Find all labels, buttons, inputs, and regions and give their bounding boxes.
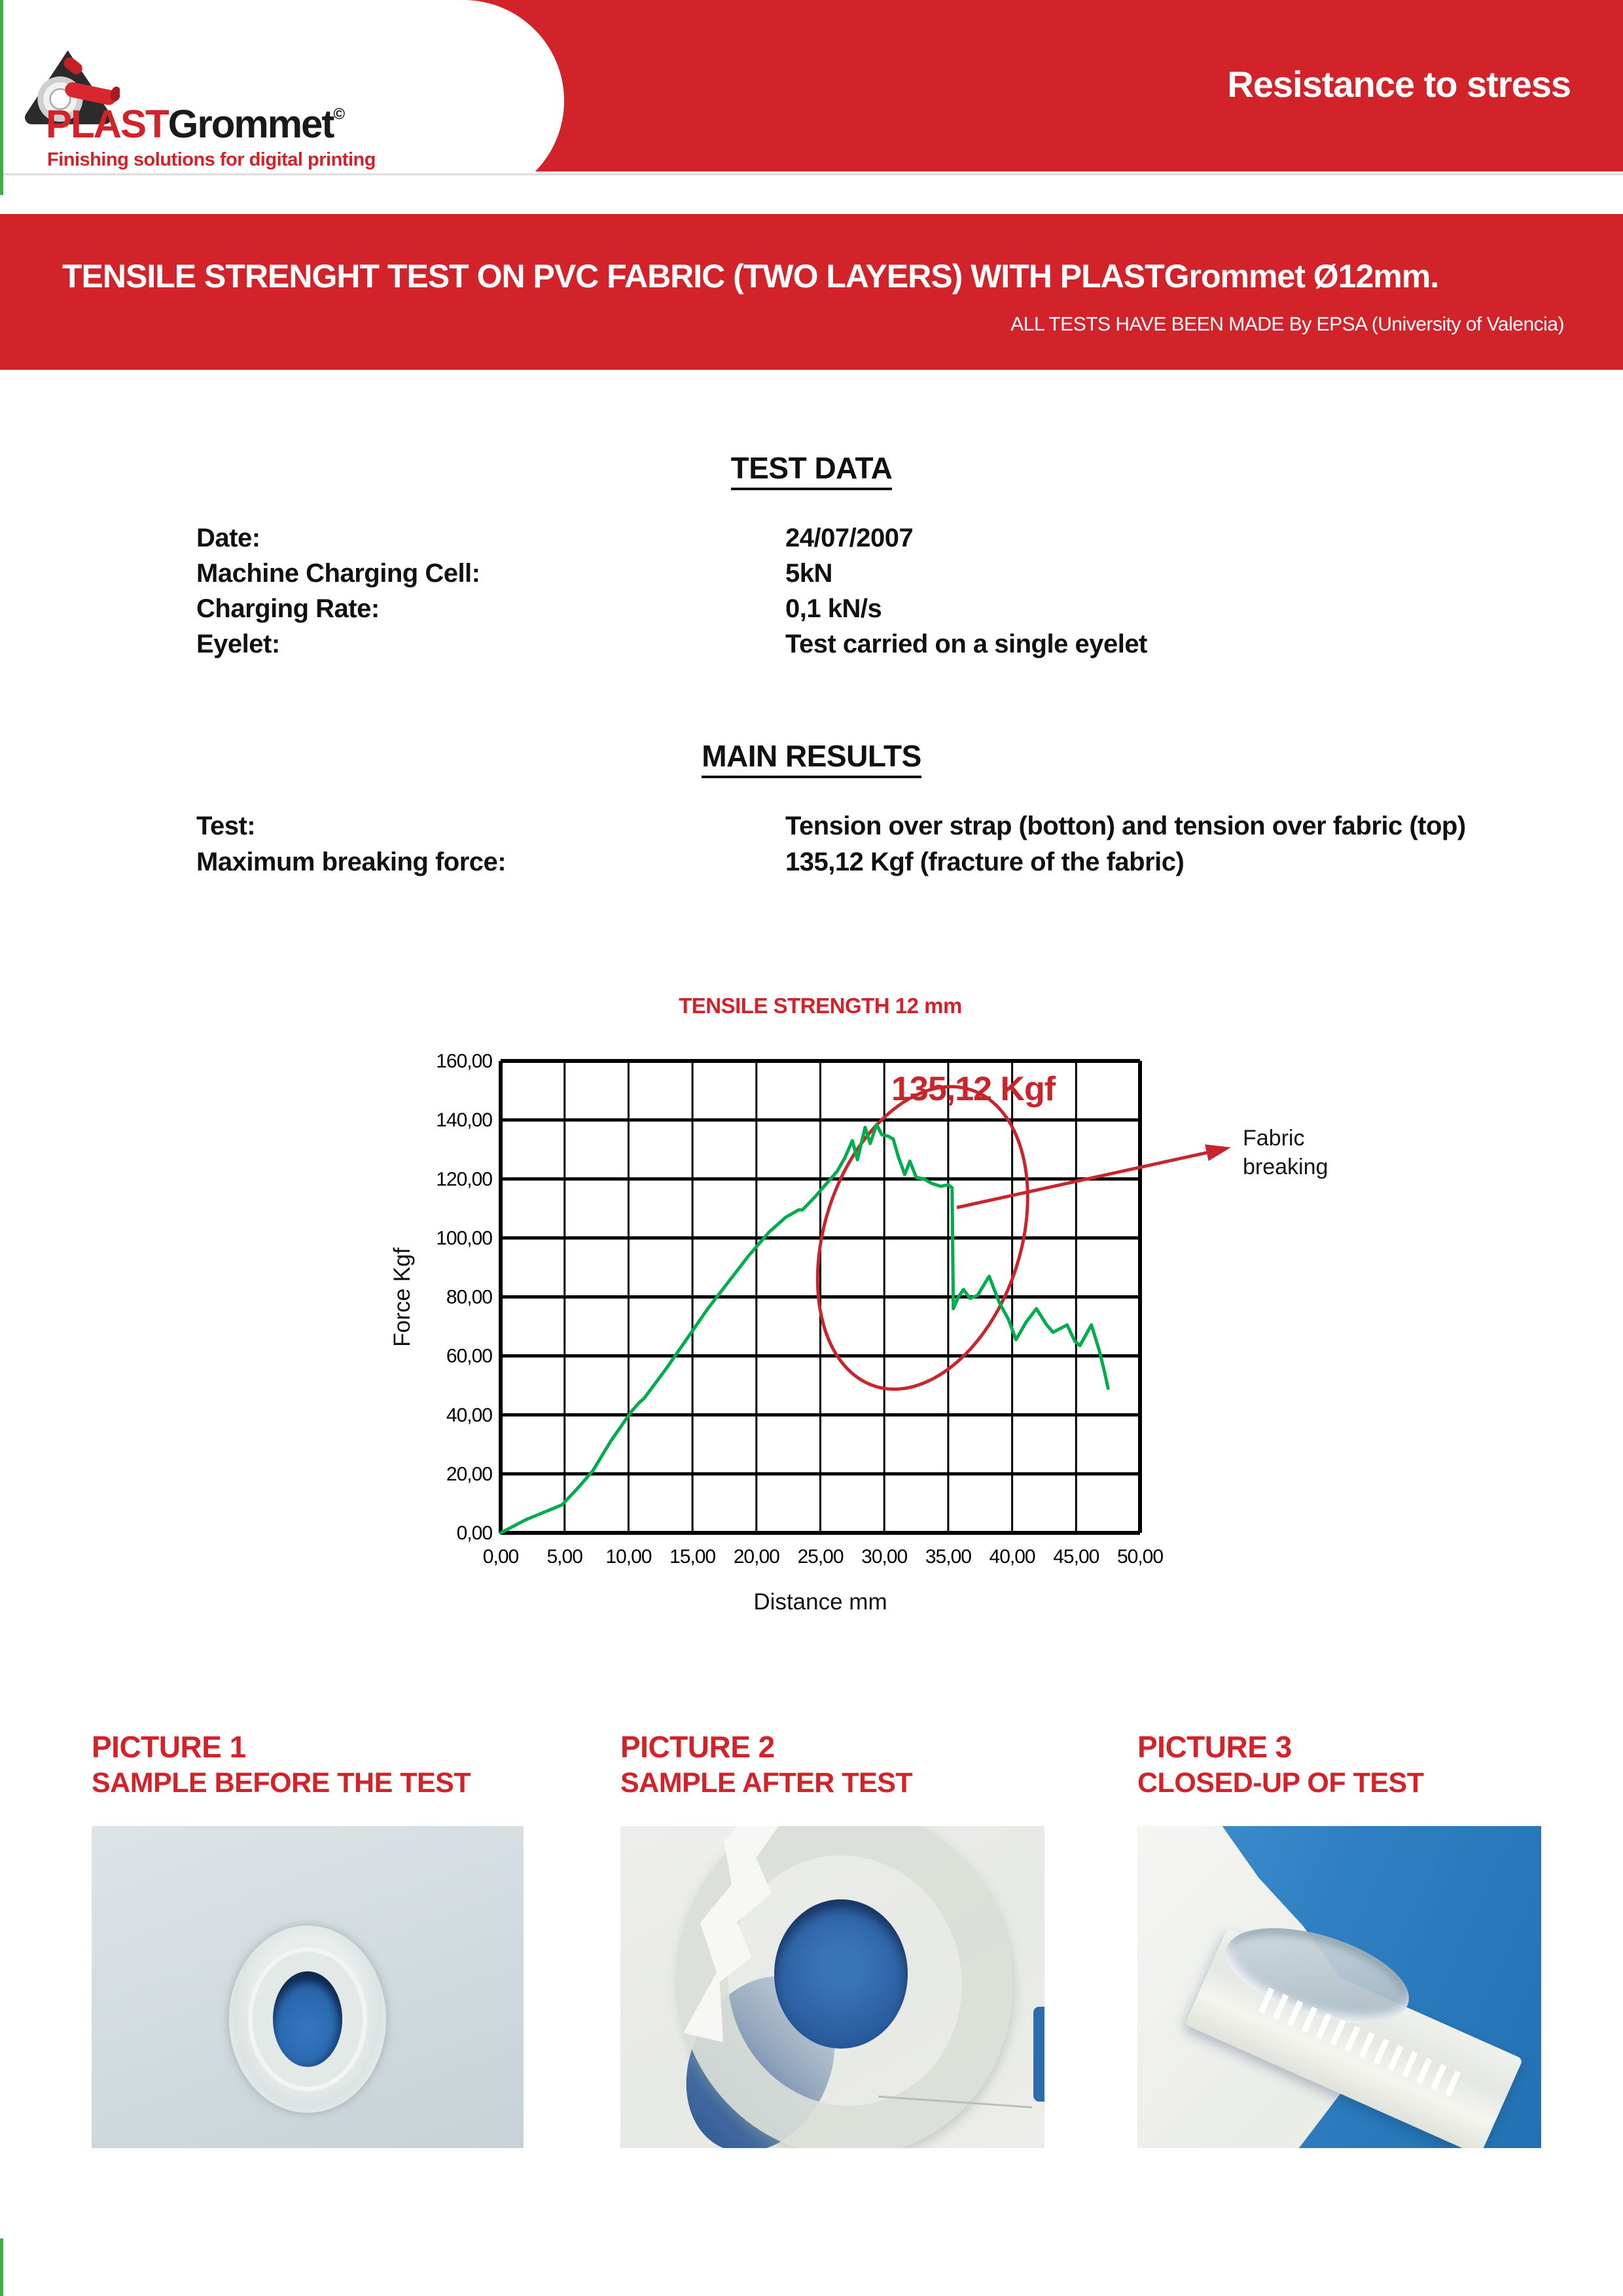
x-tick-label: 40,00 <box>989 1546 1035 1568</box>
scan-edge-line-bottom <box>0 2238 3 2296</box>
chart-x-axis-title: Distance mm <box>753 1589 887 1615</box>
y-tick-label: 140,00 <box>436 1109 492 1132</box>
report-title: TENSILE STRENGHT TEST ON PVC FABRIC (TWO LAYERS) WITH PLASTGrommet Ø12mm. <box>62 258 1439 295</box>
y-tick-label: 20,00 <box>446 1463 492 1485</box>
grommet-hole <box>273 1971 342 2067</box>
y-tick-label: 160,00 <box>436 1050 492 1072</box>
main-results-heading <box>0 738 1623 778</box>
brand-plast: PLAST <box>46 102 168 146</box>
chart-title: TENSILE STRENGTH 12 mm <box>679 994 962 1018</box>
photo-closeup-of-test <box>1137 1826 1541 2148</box>
chart-annotation-fabric-breaking: Fabric breaking <box>1243 1126 1329 1179</box>
x-tick-label: 25,00 <box>797 1546 844 1568</box>
test-data-heading-text: TEST DATA <box>731 450 893 490</box>
row-label-max-breaking-force: Maximum breaking force: <box>196 848 507 876</box>
brand-tagline: Finishing solutions for digital printing <box>47 149 376 170</box>
y-tick-label: 40,00 <box>446 1404 492 1426</box>
picture-3-subtitle: CLOSED-UP OF TEST <box>1137 1767 1424 1799</box>
y-tick-label: 120,00 <box>436 1168 492 1191</box>
x-tick-label: 50,00 <box>1116 1546 1164 1568</box>
row-value-date: 24/07/2007 <box>785 524 914 552</box>
x-tick-label: 10,00 <box>605 1546 652 1568</box>
picture-2-subtitle: SAMPLE AFTER TEST <box>620 1767 913 1799</box>
row-value-charging-rate: 0,1 kN/s <box>785 594 882 623</box>
brand-grommet: Grommet <box>168 102 334 146</box>
row-value-eyelet: Test carried on a single eyelet <box>785 630 1147 658</box>
y-tick-label: 60,00 <box>446 1345 492 1367</box>
picture-1-title: PICTURE 1 <box>92 1730 246 1764</box>
row-label-machine-charging-cell: Machine Charging Cell: <box>196 559 480 588</box>
main-results-heading-text: MAIN RESULTS <box>702 738 921 778</box>
chart-annotation-max-force: 135,12 Kgf <box>891 1070 1056 1108</box>
row-label-test: Test: <box>196 812 256 840</box>
picture-1-subtitle: SAMPLE BEFORE THE TEST <box>92 1767 471 1799</box>
x-tick-label: 30,00 <box>861 1546 908 1568</box>
force-distance-curve <box>501 1124 1108 1533</box>
test-data-heading <box>0 450 1623 490</box>
row-label-date: Date: <box>196 524 260 552</box>
row-value-test: Tension over strap (botton) and tension over fabric (top) <box>785 812 1466 840</box>
x-tick-label: 35,00 <box>925 1546 971 1568</box>
report-title-band <box>0 214 1623 370</box>
picture-2-title: PICTURE 2 <box>620 1730 775 1764</box>
picture-3-title: PICTURE 3 <box>1137 1730 1292 1764</box>
x-tick-label: 20,00 <box>733 1546 779 1568</box>
row-label-eyelet: Eyelet: <box>196 630 280 658</box>
y-tick-label: 100,00 <box>436 1227 492 1249</box>
photo-sample-before-test <box>92 1826 524 2148</box>
fabric-breaking-arrowhead <box>1205 1144 1231 1160</box>
background-blue-sliver <box>1033 2007 1044 2102</box>
x-tick-label: 5,00 <box>546 1546 582 1568</box>
y-tick-label: 0,00 <box>456 1522 492 1544</box>
scan-edge-line-top <box>0 0 3 195</box>
damaged-grommet-hole <box>774 1899 908 2049</box>
report-subtitle: ALL TESTS HAVE BEEN MADE By EPSA (University of Valencia) <box>1010 314 1564 335</box>
chart-y-axis-title: Force Kgf <box>389 1247 415 1347</box>
x-tick-label: 0,00 <box>482 1546 519 1568</box>
x-tick-label: 15,00 <box>669 1546 716 1568</box>
page-header <box>0 0 1623 175</box>
header-banner-title: Resistance to stress <box>1227 63 1571 105</box>
y-tick-label: 80,00 <box>446 1286 492 1308</box>
row-value-max-breaking-force: 135,12 Kgf (fracture of the fabric) <box>785 848 1185 876</box>
x-tick-label: 45,00 <box>1053 1546 1099 1568</box>
brand-wordmark <box>46 102 344 146</box>
row-label-charging-rate: Charging Rate: <box>196 594 380 623</box>
photo-sample-after-test <box>620 1826 1044 2148</box>
copyright-mark: © <box>333 105 344 123</box>
row-value-machine-charging-cell: 5kN <box>785 559 832 588</box>
